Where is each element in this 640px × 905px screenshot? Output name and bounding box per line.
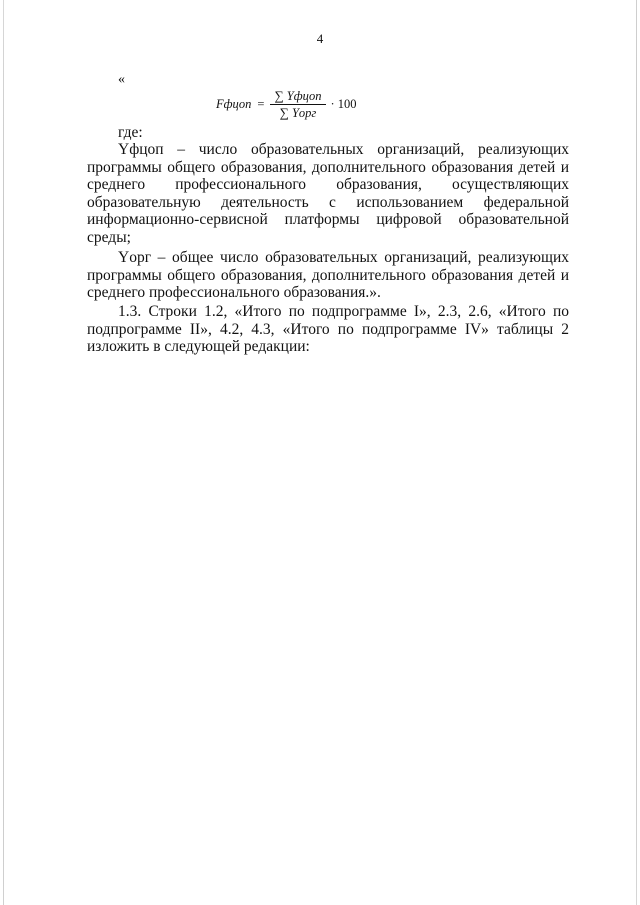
where-label: где:: [118, 124, 143, 141]
scan-edge-right: [636, 0, 637, 905]
numerator-variable: Yфцоп: [286, 89, 322, 103]
formula-denominator: [276, 105, 321, 121]
formula-multiplier: · 100: [330, 97, 357, 111]
denominator-variable: Yорг: [291, 106, 317, 120]
formula-lhs: Fфцоп: [216, 97, 252, 111]
opening-quote: «: [118, 72, 125, 87]
definition-yfcop: [87, 141, 569, 247]
amendment-paragraph: [87, 303, 569, 356]
sum-symbol: ∑: [274, 88, 284, 103]
scan-edge-left: [3, 0, 4, 905]
paragraph-text: Yфцоп – число образовательных организаций, реализующих программы общего образования, дополнительного образования детей и среднего профессионального образования, осуществляющих образовательную деятельность с использованием федеральной информационно-сервисной платформы цифровой образовательной среды;: [87, 141, 569, 246]
page-number: 4: [316, 31, 324, 46]
formula-equals: =: [257, 97, 265, 111]
definition-yorg: [87, 249, 569, 302]
sum-symbol: ∑: [279, 105, 289, 120]
formula-fraction: [270, 88, 325, 121]
formula-numerator: [270, 88, 325, 104]
paragraph-text: 1.3. Строки 1.2, «Итого по подпрограмме I», 2.3, 2.6, «Итого по подпрограмме II», 4.2, 4.3, «Итого по подпрограмме IV» таблицы 2 изложить в следующей редакции:: [87, 303, 569, 356]
formula: [216, 88, 357, 121]
paragraph-text: Yорг – общее число образовательных организаций, реализующих программы общего образования, дополнительного образования детей и среднего профессионального образования.».: [87, 249, 569, 302]
